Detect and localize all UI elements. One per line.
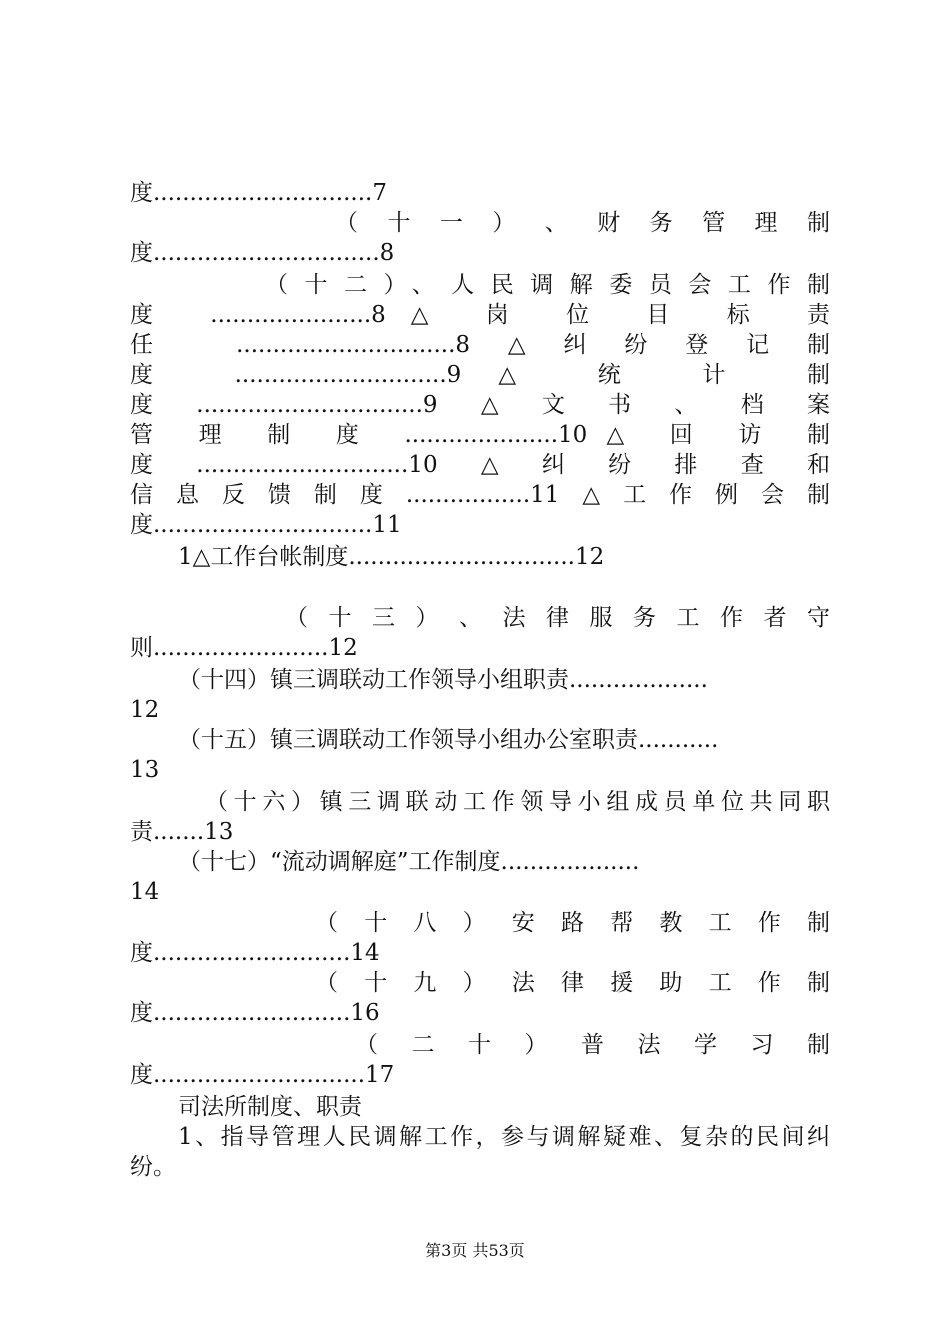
toc-line: 信息反馈制度.................11△工作例会制 (130, 482, 830, 508)
toc-line: （十二）、人民调解委员会工作制 (265, 272, 830, 298)
toc-line: 度...........................16 (130, 1000, 380, 1026)
toc-line: 任 ..............................8△纠纷登记制 (130, 332, 830, 358)
toc-line: 度.............................10△纠纷排查和 (130, 452, 830, 478)
toc-line: 12 (130, 697, 160, 723)
toc-line: （十六）镇三调联动工作领导小组成员单位共同职 (205, 789, 830, 815)
paragraph-line: 1、指导管理人民调解工作，参与调解疑难、复杂的民间纠 (178, 1124, 830, 1150)
toc-line: （ 十 九 ） 法 律 援 助 工 作 制 (315, 970, 830, 996)
toc-line: 管 理 制 度 .....................10△ 回 访 制 (130, 422, 830, 448)
toc-line: 1△工作台帐制度...............................12 (178, 544, 605, 570)
toc-line: 度...............................9△文书、档案 (130, 392, 830, 418)
toc-line: 14 (130, 879, 160, 905)
toc-line: 度.............................17 (130, 1062, 395, 1088)
toc-line: 则........................12 (130, 635, 358, 661)
page-number-footer: 第3页 共53页 (425, 1241, 525, 1260)
toc-line: （十五）镇三调联动工作领导小组办公室职责........... (178, 727, 719, 753)
toc-line: 度...........................14 (130, 940, 380, 966)
toc-line: 13 (130, 757, 160, 783)
toc-line: （十七）“流动调解庭”工作制度................... (178, 849, 640, 875)
toc-line: （十四）镇三调联动工作领导小组职责................... (178, 667, 708, 693)
toc-line: 度 ......................8△ 岗 位 目 标 责 (130, 302, 830, 328)
toc-line: （ 二 十 ） 普 法 学 习 制 (355, 1032, 830, 1058)
toc-line: 责.......13 (130, 819, 234, 845)
toc-line: 度 .............................9△ 统 计 制 (130, 362, 830, 388)
paragraph-line: 纷。 (130, 1154, 176, 1180)
toc-line: （ 十 三 ） 、 法 律 服 务 工 作 者 守 (285, 605, 830, 631)
toc-line: （ 十 八 ） 安 路 帮 教 工 作 制 (315, 910, 830, 936)
section-title: 司法所制度、职责 (178, 1094, 362, 1120)
toc-line: （ 十 一 ） 、 财 务 管 理 制 (335, 210, 830, 236)
toc-line: 度..............................11 (130, 512, 402, 538)
toc-line: 度...............................8 (130, 240, 395, 266)
toc-line: 度..............................7 (130, 180, 387, 206)
